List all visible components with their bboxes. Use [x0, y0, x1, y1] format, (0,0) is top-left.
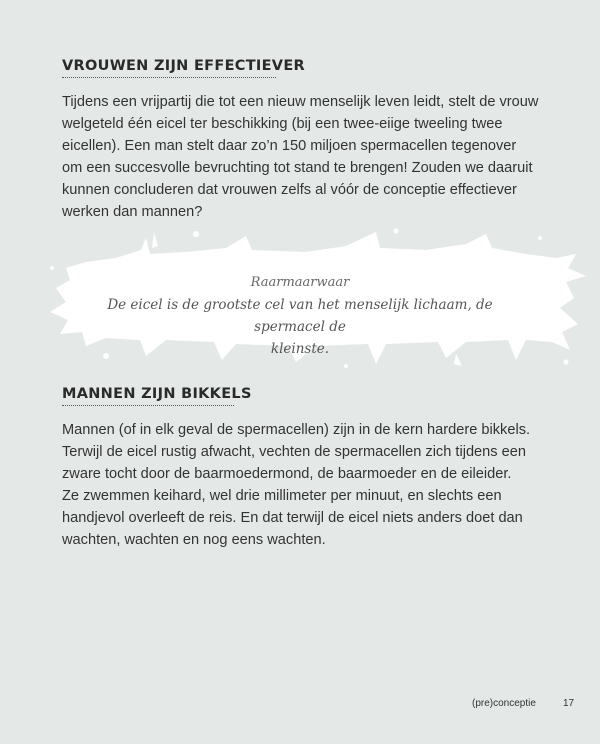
footer-section-name: (pre)conceptie: [472, 698, 536, 709]
callout-line: De eicel is de grootste cel van het menselijk lichaam, de spermacel de: [107, 297, 493, 335]
text-line: Terwijl de eicel rustig afwacht, vechten de spermacellen zich tijdens een: [62, 444, 526, 460]
text-line: welgeteld één eicel ter beschikking (bij een twee-eiige tweeling twee: [62, 116, 503, 132]
text-line: Mannen (of in elk geval de spermacellen) zijn in de kern hardere bikkels.: [62, 422, 531, 438]
text-line: werken dan mannen?: [62, 204, 203, 220]
heading-underline: [62, 405, 234, 406]
paragraph-mannen: [62, 419, 540, 551]
text-line: zware tocht door de baarmoedermond, de baarmoeder en de eileider.: [62, 466, 512, 482]
fun-fact-callout: [70, 272, 530, 360]
text-line: kunnen concluderen dat vrouwen zelfs al vóór de conceptie effectiever: [62, 182, 517, 198]
heading-underline: [62, 77, 276, 78]
page-number: 17: [563, 698, 575, 709]
callout-line: kleinste.: [270, 341, 330, 357]
section-heading-mannen: MANNEN ZIJN BIKKELS: [62, 386, 252, 402]
section-heading-vrouwen: VROUWEN ZIJN EFFECTIEVER: [62, 58, 306, 74]
callout-title: Raarmaarwaar: [250, 275, 350, 290]
text-line: Tijdens een vrijpartij die tot een nieuw menselijk leven leidt, stelt de vrouw: [62, 94, 539, 110]
text-line: handjevol overleeft de reis. En dat terwijl de eicel niets anders doet dan: [62, 510, 523, 526]
text-line: wachten, wachten en nog eens wachten.: [62, 532, 326, 548]
paragraph-vrouwen: [62, 91, 540, 223]
text-line: eicellen). Een man stelt daar zo’n 150 miljoen spermacellen tegenover: [62, 138, 517, 154]
text-line: om een succesvolle bevruchting tot stand te brengen! Zouden we daaruit: [62, 160, 533, 176]
text-line: Ze zwemmen keihard, wel drie millimeter per minuut, en slechts een: [62, 488, 502, 504]
